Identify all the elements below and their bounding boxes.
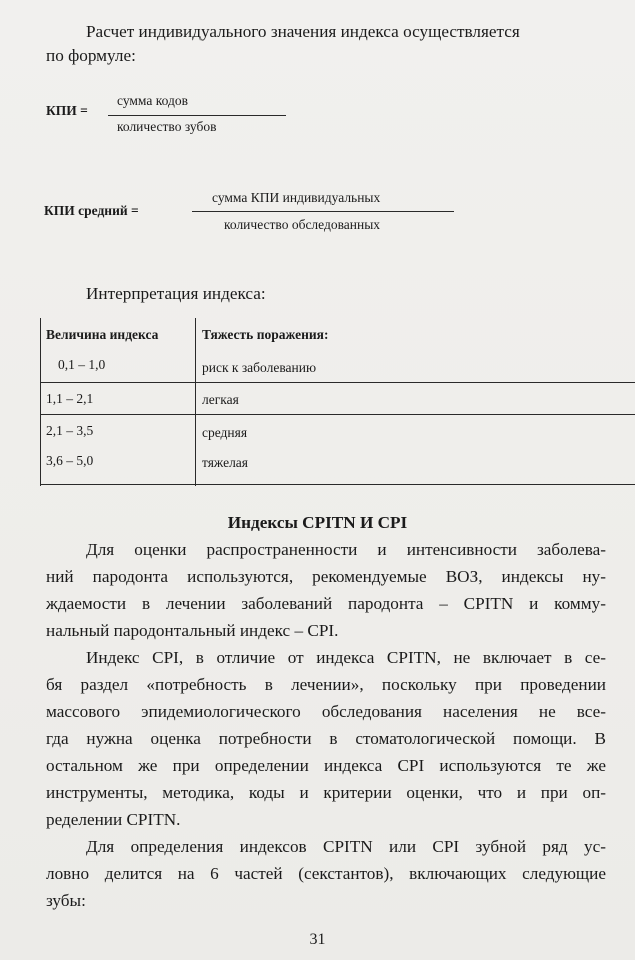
table-cell-severity: риск к заболеванию [202, 360, 317, 375]
table-cell-range: 0,1 – 1,0 [58, 357, 106, 372]
table-cell-severity: легкая [202, 392, 239, 407]
formula-kpi-numerator: сумма кодов [117, 93, 188, 108]
formula-kpi-avg-label: КПИ средний = [44, 203, 139, 218]
paragraph-line: гда нужна оценка потребности в стоматологической помощи. В [46, 729, 606, 748]
formula-kpi-avg-fraction-bar [192, 211, 454, 212]
page-number: 31 [309, 931, 326, 948]
paragraph-line: ний пародонта используются, рекомендуемые ВОЗ, индексы ну- [46, 567, 606, 586]
formula-kpi-avg-denominator: количество обследованных [224, 217, 381, 232]
formula-kpi-avg-numerator: сумма КПИ индивидуальных [212, 190, 381, 205]
paragraph-line: остальном же при определении индекса CPI используются те же [46, 756, 606, 775]
section-title: Индексы CPITN И CPI [227, 513, 408, 532]
table-cell-range: 2,1 – 3,5 [46, 423, 94, 438]
table-header-value: Величина индекса [46, 327, 159, 342]
paragraph-line: бя раздел «потребность в лечении», поскольку при проведении [46, 675, 606, 694]
table-row-divider [40, 414, 635, 415]
paragraph-line: Индекс CPI, в отличие от индекса CPITN, не включает в се- [86, 648, 606, 667]
table-cell-range: 1,1 – 2,1 [46, 391, 94, 406]
table-cell-severity: средняя [202, 425, 248, 440]
paragraph-line: ределении CPITN. [46, 810, 181, 829]
table-bottom-border [40, 484, 635, 485]
formula-kpi-label: КПИ = [46, 103, 88, 118]
paragraph-line: ловно делится на 6 частей (секстантов), включающих следующие [46, 864, 606, 883]
paragraph-line: нальный пародонтальный индекс – CPI. [46, 621, 339, 640]
paragraph-line: массового эпидемиологического обследования населения не все- [46, 702, 606, 721]
formula-kpi-fraction-bar [108, 115, 286, 116]
table-border-left [40, 318, 41, 486]
paragraph-line: ждаемости в лечении заболеваний пародонта – CPITN и комму- [46, 594, 606, 613]
table-cell-range: 3,6 – 5,0 [46, 453, 94, 468]
paragraph-line: инструменты, методика, коды и критерии оценки, что и при оп- [46, 783, 606, 802]
paragraph-line: Для оценки распространенности и интенсивности заболева- [86, 540, 606, 559]
table-header-severity: Тяжесть поражения: [202, 327, 329, 342]
interpretation-heading: Интерпретация индекса: [86, 284, 266, 303]
paragraph-line: Для определения индексов CPITN или CPI зубной ряд ус- [86, 837, 606, 856]
paragraph-line: зубы: [46, 891, 86, 910]
table-cell-severity: тяжелая [202, 455, 249, 470]
formula-kpi-denominator: количество зубов [117, 119, 217, 134]
interpretation-table [40, 318, 635, 486]
intro-line-2: по формуле: [46, 46, 136, 65]
table-row-divider [40, 382, 635, 383]
table-column-divider [195, 318, 196, 486]
intro-line-1: Расчет индивидуального значения индекса осуществляется [86, 22, 520, 41]
